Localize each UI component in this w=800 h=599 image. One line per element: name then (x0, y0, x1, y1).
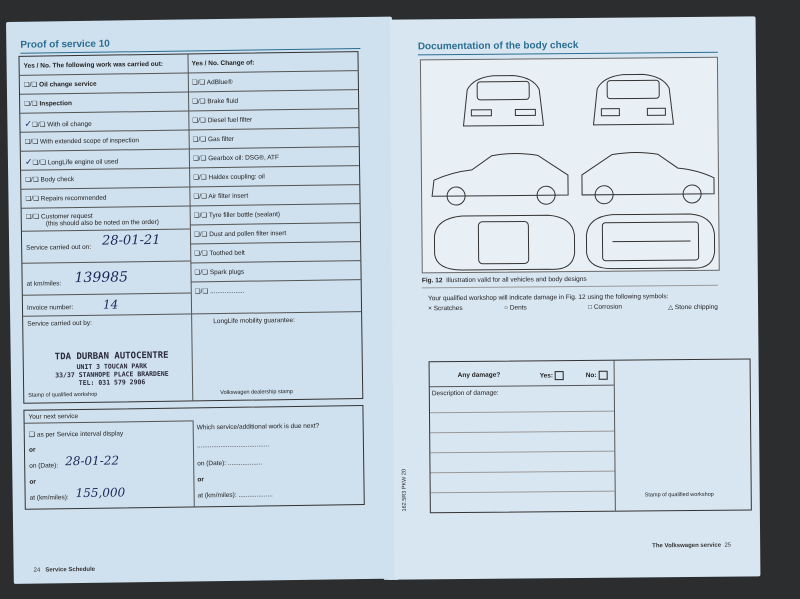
item-gas-filter: Gas filter (207, 135, 235, 144)
or-label: or (29, 478, 36, 486)
next-interval: as per Service interval display (36, 430, 124, 439)
checkbox[interactable]: ❑/❑ (23, 81, 38, 89)
checkbox[interactable]: ❑/❑ (24, 138, 39, 146)
item-customer-note: (this should also be noted on the order) (45, 218, 159, 228)
fig-caption: Illustration valid for all vehicles and body designs (446, 275, 587, 285)
item-spark-plugs: Spark plugs (209, 268, 245, 277)
page-number: 24 (33, 567, 41, 574)
checkbox[interactable]: ❑/❑ (193, 174, 207, 182)
on-date-label: on (Date): (29, 462, 59, 470)
car-top-view (434, 215, 574, 270)
checkbox[interactable]: ❑/❑ (192, 117, 206, 125)
item-haldex: Haldex coupling: oil (208, 173, 265, 182)
checkbox[interactable]: ❑/❑ (194, 288, 209, 296)
or-label: or (28, 446, 36, 454)
km-value: 139985 (74, 269, 129, 287)
left-page (6, 17, 400, 584)
checkbox[interactable]: ❑/❑ (32, 159, 47, 167)
no-checkbox[interactable] (598, 371, 607, 380)
damage-box (429, 358, 752, 513)
item-adblue: AdBlue® (206, 78, 233, 87)
page-number: 25 (724, 542, 732, 549)
checkbox[interactable]: ❑/❑ (192, 98, 206, 106)
next-service-box (23, 405, 364, 510)
no-label: No: (585, 372, 597, 380)
checkmark-icon: ✓ (24, 118, 33, 129)
invoice-value: 14 (102, 297, 119, 312)
yes-label: Yes: (539, 372, 554, 380)
checkbox[interactable]: ❑/❑ (192, 136, 207, 144)
which-service-label: Which service/additional work is due next? (196, 422, 320, 432)
damage-label: Any damage? (457, 371, 501, 380)
at-km-blank: at (km/miles): ................... (197, 491, 273, 500)
symbol-corrosion: □ Corrosion (588, 303, 623, 311)
checkbox[interactable]: ❑/❑ (194, 250, 208, 258)
footer-text: The Volkswagen service (652, 542, 722, 550)
item-repairs: Repairs recommended (40, 194, 107, 203)
workshop-stamp: TDA DURBAN AUTOCENTRE UNIT 3 TOUCAN PARK 33/37 STANHOPE PLACE BRARDENE TEL: 031 579 2906 (54, 350, 169, 388)
stamp-label: Stamp of qualified workshop (644, 491, 714, 499)
page-title: Documentation of the body check (417, 39, 579, 53)
header-left: Yes / No. The following work was carried out: (23, 60, 164, 70)
car-rear-view (463, 75, 543, 126)
header-right: Yes / No. Change of: (191, 59, 255, 68)
checkbox[interactable]: ❑/❑ (193, 193, 207, 201)
item-body-check: Body check (40, 176, 75, 184)
checkbox[interactable]: ❑/❑ (25, 176, 39, 184)
km-label: at km/miles: (26, 280, 62, 288)
item-diesel-filter: Diesel fuel filter (207, 116, 253, 125)
item-toothed-belt: Toothed belt (209, 249, 245, 258)
item-pollen-filter: Dust and pollen filter insert (209, 230, 287, 239)
next-title: Your next service (28, 413, 79, 421)
right-page (390, 16, 761, 579)
checkbox[interactable]: ❑/❑ (24, 100, 38, 108)
on-date-value: 28-01-22 (65, 453, 120, 469)
footer-text: Service Schedule (45, 566, 96, 574)
item-gearbox-oil: Gearbox oil: DSG®, ATF (208, 154, 280, 163)
item-tyre-filler: Tyre filler bottle (sealant) (208, 211, 281, 220)
stamp-vw-label: Volkswagen dealership stamp (220, 389, 294, 397)
yes-checkbox[interactable] (555, 371, 564, 380)
checkbox[interactable]: ❑/❑ (191, 79, 206, 87)
checkbox[interactable]: ❑/❑ (194, 269, 209, 277)
stamp-workshop-label: Stamp of qualified workshop (28, 391, 98, 399)
checkmark-icon: ✓ (24, 156, 33, 167)
carried-by-label: Service carried out by: (27, 319, 92, 328)
service-table (18, 51, 363, 404)
checkbox[interactable]: ❑/❑ (193, 212, 208, 220)
item-with-oil-change: With oil change (47, 120, 92, 129)
checkbox[interactable]: ❑/❑ (193, 231, 208, 239)
item-extended-scope: With extended scope of inspection (39, 137, 140, 146)
item-inspection: Inspection (39, 100, 72, 108)
at-km-label: at (km/miles): (29, 494, 69, 502)
item-air-filter: Air filter insert (208, 192, 249, 201)
service-date-label: Service carried out on: (26, 243, 92, 252)
page-title: Proof of service 10 (20, 38, 110, 51)
car-left-side (432, 153, 568, 196)
car-outlines (421, 58, 719, 273)
item-other: ................... (210, 287, 245, 296)
checkbox[interactable]: ❑/❑ (31, 121, 46, 129)
checkbox[interactable]: ❑ (28, 431, 36, 439)
fig-label: Fig. 12 (421, 277, 443, 285)
car-right-side (582, 152, 714, 195)
item-brake-fluid: Brake fluid (207, 97, 239, 106)
checkbox[interactable]: ❑/❑ (25, 195, 39, 203)
service-date-value: 28-01-21 (101, 232, 161, 249)
symbol-scratches: × Scratches (428, 304, 463, 313)
longlife-label: LongLife mobility guarantee: (213, 316, 295, 326)
qualified-text: Your qualified workshop will indicate damage in Fig. 12 using the following symbols: (427, 293, 669, 303)
title-rule (418, 52, 718, 56)
at-km-value: 155,000 (75, 485, 126, 501)
car-illustration (420, 57, 720, 274)
item-customer-request: Customer request (40, 212, 93, 221)
car-front-view (593, 74, 673, 125)
checkbox[interactable]: ❑/❑ (192, 155, 207, 163)
checkbox[interactable]: ❑/❑ (25, 213, 40, 221)
item-oil-change: Oil change service (39, 80, 97, 89)
symbol-stone-chipping: △ Stone chipping (668, 303, 718, 312)
symbol-dents: ○ Dents (504, 304, 527, 312)
or-label: or (197, 476, 204, 484)
item-longlife-oil: LongLife engine oil used (47, 158, 119, 167)
side-code: 162.5R3 PKW 20 (401, 468, 408, 512)
on-date-blank: on (Date): ................... (197, 459, 263, 468)
desc-label: Description of damage: (431, 389, 499, 398)
invoice-label: Invoice number: (26, 304, 74, 312)
dotted-line: ........................................ (196, 441, 270, 450)
